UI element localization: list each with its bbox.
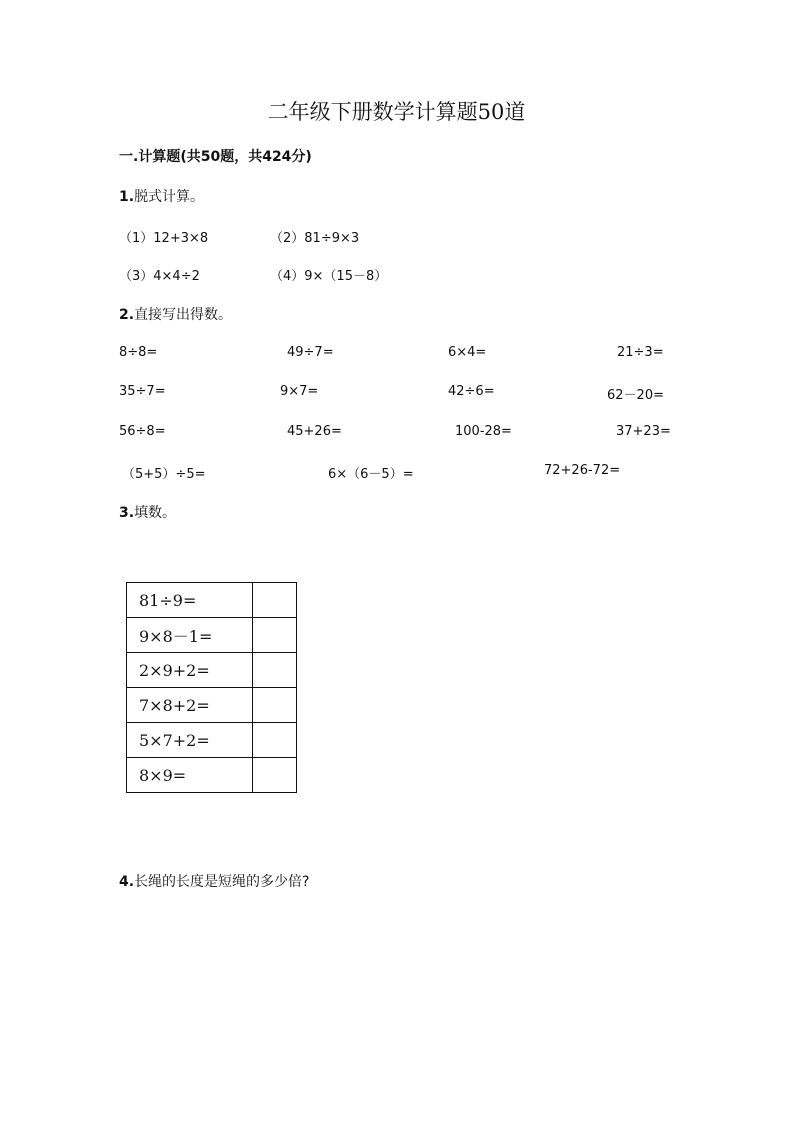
question-4-heading: [119, 871, 310, 891]
answer-cell[interactable]: [253, 758, 297, 793]
question-1-text: 脱式计算。: [134, 189, 205, 205]
question-2-number: 2.: [119, 307, 135, 323]
table-expression: 8×9=: [127, 758, 253, 793]
answer-cell[interactable]: [253, 688, 297, 723]
table-expression: 7×8+2=: [127, 688, 253, 723]
table-row: [127, 723, 297, 758]
question-2-heading: [119, 304, 232, 324]
q2-r1-c4: 21÷3=: [617, 345, 664, 360]
fill-in-table: [126, 582, 297, 793]
question-3-heading: [119, 502, 176, 522]
question-3-text: 填数。: [134, 505, 177, 521]
q2-r2-c1: 35÷7=: [119, 384, 166, 399]
q2-r4-c1: （5+5）÷5=: [122, 467, 206, 482]
q2-r2-c3: 42÷6=: [448, 384, 495, 399]
q2-r4-c3: 72+26-72=: [544, 463, 621, 478]
table-row: [127, 758, 297, 793]
q1-item-4: （4）9×（15－8）: [270, 269, 388, 284]
question-1-heading: [119, 186, 204, 206]
answer-cell[interactable]: [253, 583, 297, 618]
question-2-text: 直接写出得数。: [134, 307, 233, 323]
q1-item-1: （1）12+3×8: [119, 231, 209, 246]
q2-r1-c1: 8÷8=: [119, 345, 158, 360]
q2-r1-c3: 6×4=: [448, 345, 487, 360]
question-4-text: 长绳的长度是短绳的多少倍?: [134, 874, 310, 890]
q1-item-3: （3）4×4÷2: [119, 269, 200, 284]
table-expression: 2×9+2=: [127, 653, 253, 688]
q1-item-2: （2）81÷9×3: [270, 231, 360, 246]
section-heading: 一.计算题(共50题，共424分): [119, 149, 312, 165]
q2-r3-c1: 56÷8=: [119, 424, 166, 439]
q2-r3-c3: 100-28=: [455, 424, 512, 439]
table-expression: 9×8－1=: [127, 618, 253, 653]
table-expression: 5×7+2=: [127, 723, 253, 758]
q2-r2-c4: 62－20=: [607, 388, 664, 403]
question-4-number: 4.: [119, 874, 135, 890]
answer-cell[interactable]: [253, 723, 297, 758]
q2-r4-c2: 6×（6－5）=: [328, 467, 414, 482]
table-row: [127, 688, 297, 723]
q2-r2-c2: 9×7=: [280, 384, 319, 399]
page-title: 二年级下册数学计算题50道: [267, 100, 526, 124]
answer-cell[interactable]: [253, 653, 297, 688]
table-row: [127, 653, 297, 688]
q2-r3-c2: 45+26=: [287, 424, 342, 439]
answer-cell[interactable]: [253, 618, 297, 653]
q2-r3-c4: 37+23=: [616, 424, 671, 439]
q2-r1-c2: 49÷7=: [287, 345, 334, 360]
table-row: [127, 618, 297, 653]
question-1-number: 1.: [119, 189, 135, 205]
table-expression: 81÷9=: [127, 583, 253, 618]
table-row: [127, 583, 297, 618]
question-3-number: 3.: [119, 505, 135, 521]
